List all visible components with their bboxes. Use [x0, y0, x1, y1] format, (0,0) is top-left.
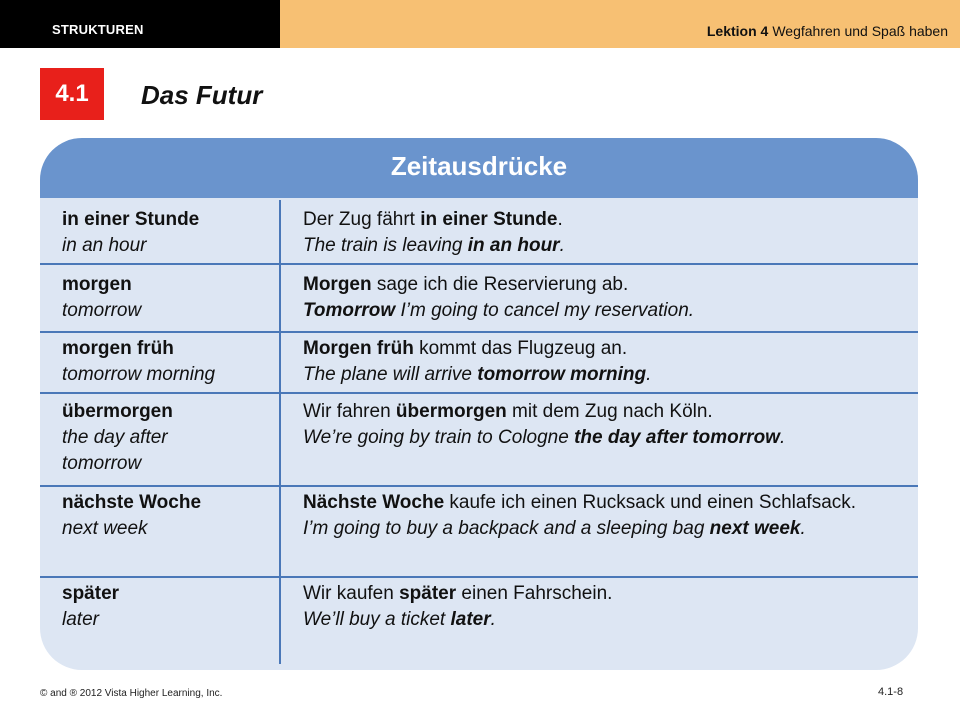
term-german: nächste Woche	[62, 492, 202, 513]
emphasized-expression: in einer Stunde	[420, 209, 558, 230]
emphasized-expression: next week	[709, 518, 801, 539]
example-english: We’re going by train to Cologne the day after tomorrow.	[303, 427, 786, 448]
term-german: morgen früh	[62, 338, 174, 359]
term-english: tomorrow morning	[62, 364, 216, 385]
time-expressions-panel	[40, 138, 918, 670]
lesson-title: Wegfahren und Spaß haben	[772, 23, 948, 39]
term-cell	[62, 399, 222, 477]
header-section-bar	[0, 0, 280, 48]
term-cell	[62, 272, 272, 324]
emphasized-expression: Nächste Woche	[303, 492, 445, 513]
example-english: Tomorrow I’m going to cancel my reservation.	[303, 300, 695, 321]
example-german: Nächste Woche kaufe ich einen Rucksack und einen Schlafsack.	[303, 492, 857, 513]
copyright-notice: © and ® 2012 Vista Higher Learning, Inc.	[40, 688, 223, 699]
term-german: morgen	[62, 274, 132, 295]
example-german: Wir kaufen später einen Fahrschein.	[303, 583, 613, 604]
row-divider	[40, 576, 918, 578]
panel-header	[40, 138, 918, 198]
example-cell	[303, 581, 913, 633]
emphasized-expression: Morgen früh	[303, 338, 414, 359]
term-english: later	[62, 609, 99, 630]
section-label: STRUKTUREN	[52, 22, 144, 37]
row-divider	[40, 392, 918, 394]
term-english: next week	[62, 518, 148, 539]
column-divider	[279, 200, 281, 664]
example-cell	[303, 336, 913, 388]
row-divider	[40, 485, 918, 487]
example-english: The plane will arrive tomorrow morning.	[303, 364, 652, 385]
page-number: 4.1-8	[878, 686, 904, 698]
example-cell	[303, 399, 913, 451]
example-cell	[303, 272, 913, 324]
example-german: Der Zug fährt in einer Stunde.	[303, 209, 563, 230]
example-german: Morgen sage ich die Reservierung ab.	[303, 274, 629, 295]
example-english: We’ll buy a ticket later.	[303, 609, 496, 630]
row-divider	[40, 331, 918, 333]
emphasized-expression: Morgen	[303, 274, 372, 295]
lesson-heading	[707, 23, 948, 39]
emphasized-expression: later	[450, 609, 491, 630]
row-divider	[40, 263, 918, 265]
emphasized-expression: in an hour	[467, 235, 560, 256]
example-cell	[303, 207, 913, 259]
emphasized-expression: the day after tomorrow	[574, 427, 780, 448]
section-number-badge: 4.1	[40, 68, 104, 120]
example-english: I’m going to buy a backpack and a sleeping bag next week.	[303, 518, 806, 539]
term-cell	[62, 336, 272, 388]
example-english: The train is leaving in an hour.	[303, 235, 565, 256]
term-german: übermorgen	[62, 401, 173, 422]
term-english: in an hour	[62, 235, 147, 256]
term-german: später	[62, 583, 120, 604]
header-lesson-bar	[280, 0, 960, 48]
term-english: the day after tomorrow	[62, 427, 168, 474]
emphasized-expression: später	[399, 583, 457, 604]
example-german: Morgen früh kommt das Flugzeug an.	[303, 338, 628, 359]
emphasized-expression: Tomorrow	[303, 300, 396, 321]
term-cell	[62, 581, 272, 633]
term-cell	[62, 207, 272, 259]
example-german: Wir fahren übermorgen mit dem Zug nach Köln.	[303, 401, 713, 422]
term-german: in einer Stunde	[62, 209, 200, 230]
term-english: tomorrow	[62, 300, 142, 321]
emphasized-expression: übermorgen	[395, 401, 507, 422]
panel-title: Zeitausdrücke	[390, 151, 568, 181]
section-title: Das Futur	[141, 80, 263, 110]
example-cell	[303, 490, 863, 542]
term-cell	[62, 490, 272, 542]
emphasized-expression: tomorrow morning	[477, 364, 647, 385]
lesson-label: Lektion 4	[706, 23, 769, 39]
